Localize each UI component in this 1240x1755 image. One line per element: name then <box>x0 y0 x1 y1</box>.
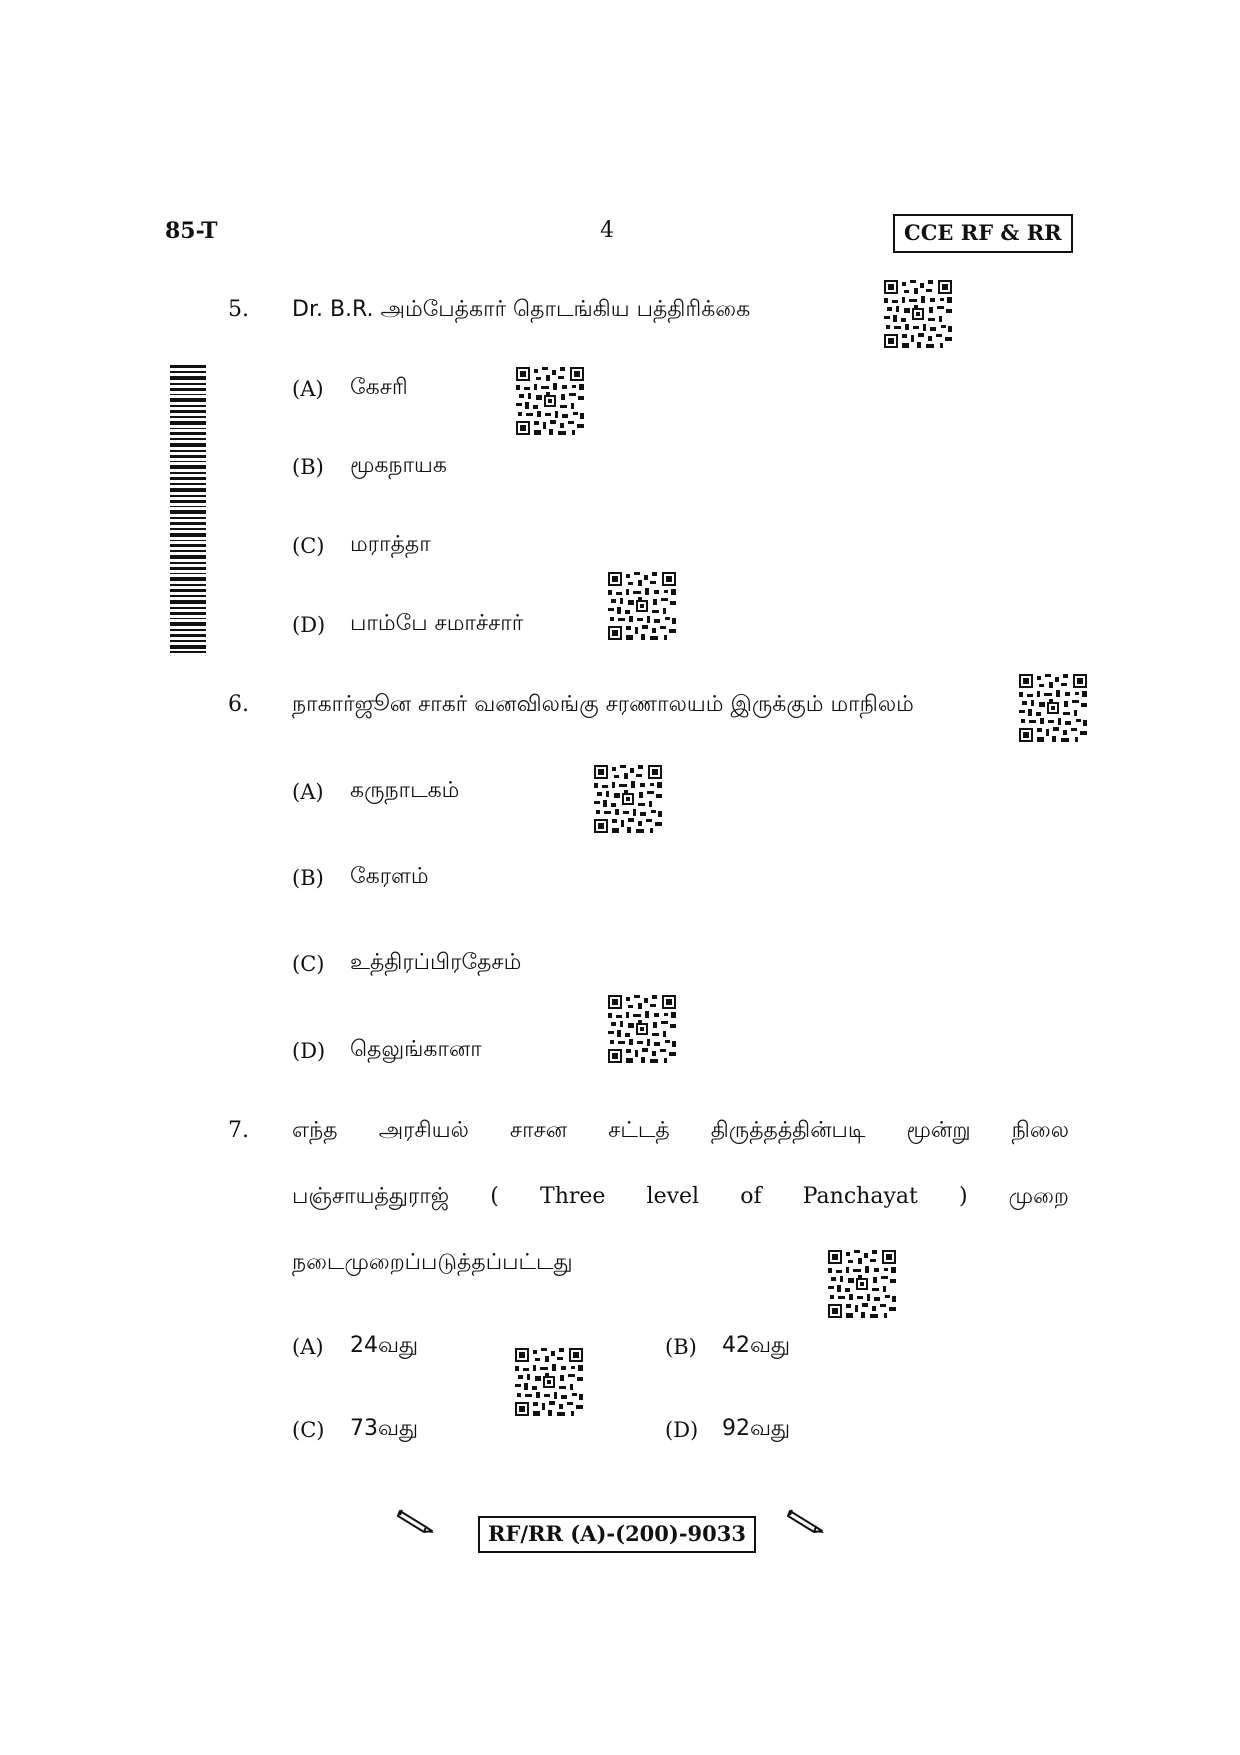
question-7-option-b-label: (B) <box>665 1335 697 1359</box>
question-7-word: எந்த <box>292 1118 338 1143</box>
question-7-text-line-3: நடைமுறைப்படுத்தப்பட்டது <box>292 1250 573 1275</box>
question-5-number: 5. <box>228 297 249 322</box>
question-7-word: of <box>740 1184 762 1209</box>
question-7-option-d-label: (D) <box>665 1418 699 1442</box>
qr-code-icon <box>884 280 952 348</box>
question-7-word: முறை <box>1008 1184 1069 1209</box>
question-7-word: திருத்தத்தின்படி <box>710 1118 866 1143</box>
question-5-option-b-label: (B) <box>292 455 324 479</box>
pencil-icon <box>786 1505 832 1535</box>
question-7-word: Three <box>540 1184 606 1209</box>
exam-title-box: CCE RF & RR <box>893 214 1073 253</box>
question-7-word: சாசன <box>509 1118 568 1143</box>
question-7-word: நிலை <box>1011 1118 1069 1143</box>
page-number: 4 <box>600 218 614 243</box>
question-6-option-c-text: உத்திரப்பிரதேசம் <box>350 950 522 975</box>
question-5-option-d-label: (D) <box>292 613 326 637</box>
question-7-text-line-1 <box>292 1118 1069 1146</box>
paper-code: 85-T <box>165 218 218 244</box>
question-5-option-b-text: மூகநாயக <box>350 453 447 478</box>
qr-code-icon <box>608 995 676 1063</box>
qr-code-icon <box>828 1250 896 1318</box>
question-5-option-d-text: பாம்பே சமாச்சார் <box>350 611 524 636</box>
question-7-option-c-text: 73வது <box>350 1416 419 1441</box>
question-7-option-a-label: (A) <box>292 1335 324 1359</box>
qr-code-icon <box>608 572 676 640</box>
question-7-option-c-label: (C) <box>292 1418 325 1442</box>
question-6-option-d-text: தெலுங்கானா <box>350 1037 482 1062</box>
question-7-word: level <box>646 1184 700 1209</box>
question-7-word: பஞ்சாயத்துராஜ் <box>292 1184 450 1209</box>
question-7-word: மூன்று <box>906 1118 971 1143</box>
question-6-option-d-label: (D) <box>292 1039 326 1063</box>
question-6-option-a-label: (A) <box>292 780 324 804</box>
question-6-number: 6. <box>228 692 249 717</box>
question-6-option-b-label: (B) <box>292 866 324 890</box>
question-5-text: Dr. B.R. அம்பேத்கார் தொடங்கிய பத்திரிக்கை <box>292 297 751 322</box>
question-7-word: ) <box>958 1184 968 1209</box>
question-5-option-a-text: கேசரி <box>350 375 408 400</box>
question-7-word: அரசியல் <box>378 1118 469 1143</box>
question-7-option-b-text: 42வது <box>722 1333 791 1358</box>
barcode-icon <box>170 365 206 653</box>
question-5-option-a-label: (A) <box>292 377 324 401</box>
question-6-option-b-text: கேரளம் <box>350 864 429 889</box>
qr-code-icon <box>516 367 584 435</box>
question-5-option-c-text: மராத்தா <box>350 532 431 557</box>
question-5-option-c-label: (C) <box>292 534 325 558</box>
question-7-option-a-text: 24வது <box>350 1333 419 1358</box>
qr-code-icon <box>515 1348 583 1416</box>
question-7-word: Panchayat <box>802 1184 918 1209</box>
question-6-text: நாகார்ஜூன சாகர் வனவிலங்கு சரணாலயம் இருக்கும் மாநிலம் <box>292 692 914 717</box>
question-7-word: சட்டத் <box>608 1118 670 1143</box>
question-7-option-d-text: 92வது <box>722 1416 791 1441</box>
pencil-icon <box>396 1505 442 1535</box>
question-6-option-a-text: கருநாடகம் <box>350 778 460 803</box>
qr-code-icon <box>594 765 662 833</box>
footer-code-box: RF/RR (A)-(200)-9033 <box>478 1516 756 1553</box>
question-7-number: 7. <box>228 1118 249 1143</box>
question-7-text-line-2 <box>292 1184 1069 1212</box>
question-7-word: ( <box>490 1184 499 1209</box>
qr-code-icon <box>1019 674 1087 742</box>
question-6-option-c-label: (C) <box>292 952 325 976</box>
